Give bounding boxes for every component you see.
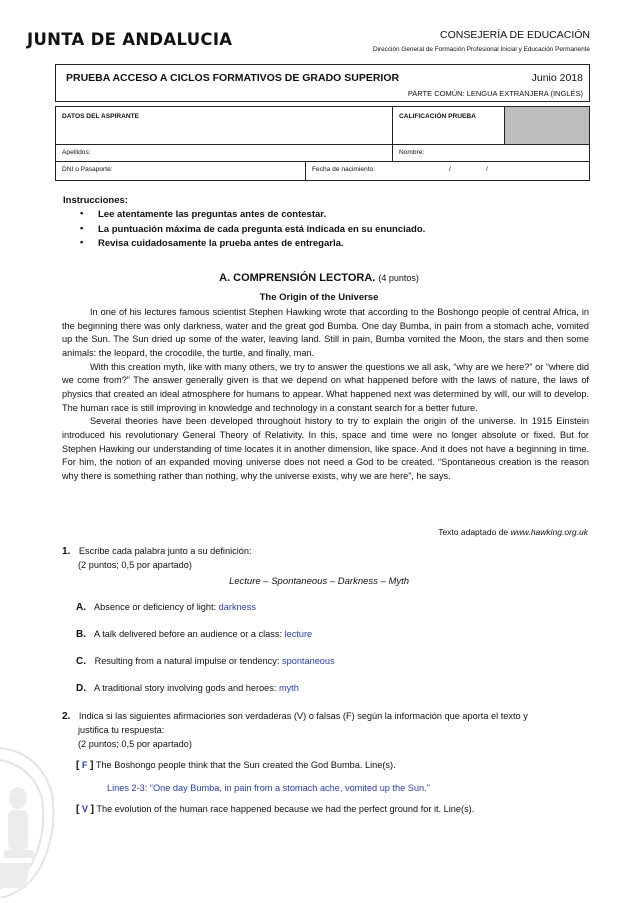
item-text: A talk delivered before an audience or a class: xyxy=(94,629,282,639)
consejeria-label: CONSEJERÍA DE EDUCACIÓN xyxy=(440,29,590,41)
exam-title-box xyxy=(55,64,590,102)
source-link[interactable]: www.hawking.org.uk xyxy=(510,527,588,537)
q1-item-d xyxy=(76,683,299,694)
date-separator: / xyxy=(449,166,451,173)
candidate-data-table xyxy=(55,106,590,181)
name-field[interactable]: Nombre: xyxy=(393,145,589,162)
reading-text xyxy=(62,306,589,484)
list-item: • Lee atentamente las preguntas antes de contestar. xyxy=(80,209,425,224)
reading-title: The Origin of the Universe xyxy=(259,292,379,303)
bracket: ] xyxy=(90,760,94,771)
birthdate-field[interactable] xyxy=(306,162,589,180)
question-prompt-cont: justifica tu respuesta: xyxy=(78,725,165,735)
q1-item-a xyxy=(76,602,256,613)
word-list: Lecture – Spontaneous – Darkness – Myth xyxy=(228,576,410,587)
question-points: (2 puntos; 0,5 por apartado) xyxy=(78,560,192,570)
item-letter: B. xyxy=(76,629,86,640)
q1-item-c xyxy=(76,656,335,667)
bracket: [ xyxy=(76,760,80,771)
grade-cell[interactable] xyxy=(505,107,589,145)
justification-text[interactable]: Lines 2-3: “One day Bumba, in pain from a stomach ache, vomited up the Sun.” xyxy=(107,783,430,793)
question-number: 1. xyxy=(62,546,71,557)
exam-date: Junio 2018 xyxy=(531,72,583,84)
reading-paragraph: With this creation myth, like with many others, we try to answer the questions we all ask, “why are we here?” or “where did we come from?” The answer generally given is that we depend on what happened before with the laws of nature, the laws of physics that created an ideal atmosphere for humans to appear. What happened next was determined by will, our will to develop. The human race is still improving in knowledge and technology in a constant search for a better future. xyxy=(62,361,589,413)
list-item: • Revisa cuidadosamente la prueba antes de entregarla. xyxy=(80,238,425,253)
q1-item-b xyxy=(76,629,312,640)
question-points: (2 puntos; 0,5 por apartado) xyxy=(78,739,192,749)
exam-subtitle: PARTE COMÚN: LENGUA EXTRANJERA (INGLÉS) xyxy=(407,89,583,98)
answer-text[interactable]: lecture xyxy=(284,629,313,639)
answer-text[interactable]: darkness xyxy=(218,602,256,612)
q2-item-1 xyxy=(76,760,396,771)
tf-answer[interactable]: F xyxy=(81,760,88,770)
answer-text[interactable]: myth xyxy=(278,683,299,693)
bracket: [ xyxy=(76,804,80,815)
grade-header: CALIFICACIÓN PRUEBA xyxy=(393,107,505,145)
instructions-list xyxy=(80,209,425,253)
section-title xyxy=(0,272,638,284)
direccion-label: Dirección General de Formación Profesional Inicial y Educación Permanente xyxy=(372,46,590,53)
item-letter: C. xyxy=(76,656,86,667)
item-text: A traditional story involving gods and heroes: xyxy=(94,683,277,693)
question-1 xyxy=(62,545,252,559)
q2-item-2 xyxy=(76,804,474,815)
candidate-data-header: DATOS DEL ASPIRANTE xyxy=(56,107,393,145)
question-2 xyxy=(62,710,590,724)
date-separator: / xyxy=(486,166,488,173)
item-text: Absence or deficiency of light: xyxy=(94,602,217,612)
andalucia-seal-watermark xyxy=(0,738,60,898)
item-text: The Boshongo people think that the Sun created the God Bumba. Line(s). xyxy=(95,760,396,770)
tf-answer[interactable]: V xyxy=(81,804,89,814)
birthdate-label: Fecha de nacimiento: xyxy=(312,166,376,173)
item-text: The evolution of the human race happened because we had the perfect ground for it. Line(s). xyxy=(96,804,475,814)
item-text: Resulting from a natural impulse or tendency: xyxy=(94,656,280,666)
item-letter: A. xyxy=(76,602,86,613)
instructions-heading: Instrucciones: xyxy=(63,195,128,206)
question-prompt: Escribe cada palabra junto a su definición: xyxy=(78,546,252,556)
dni-field[interactable]: DNI o Pasaporte: xyxy=(56,162,306,180)
list-item: • La puntuación máxima de cada pregunta está indicada en su enunciado. xyxy=(80,224,425,239)
surname-field[interactable]: Apellidos: xyxy=(56,145,393,162)
question-number: 2. xyxy=(62,711,71,722)
source-credit xyxy=(438,527,588,537)
section-points: (4 puntos) xyxy=(378,273,419,283)
item-letter: D. xyxy=(76,683,86,694)
section-title-text: A. COMPRENSIÓN LECTORA. xyxy=(219,272,376,284)
junta-logo: JUNTA DE ANDALUCIA xyxy=(27,30,233,49)
reading-paragraph: In one of his lectures famous scientist Stephen Hawking wrote that according to the Boshongo people of central Africa, in the beginning there was only darkness, water and the great god Bumba. One day Bumba, in pain from a stomach ache, vomited up the Sun. The Sun dried up some of the water, leaving land. Still in pain, Bumba vomited the Moon, the stars and then some animals: the leopard, the crocodile, the turtle, and finally, man. xyxy=(62,307,589,358)
source-prefix: Texto adaptado de xyxy=(438,527,509,537)
question-prompt: Indica si las siguientes afirmaciones son verdaderas (V) o falsas (F) según la información que aporta el texto y xyxy=(78,711,528,721)
exam-title: PRUEBA ACCESO A CICLOS FORMATIVOS DE GRADO SUPERIOR xyxy=(66,72,400,84)
bracket: ] xyxy=(90,804,94,815)
answer-text[interactable]: spontaneous xyxy=(282,656,335,666)
reading-paragraph: Several theories have been developed throughout history to try to explain the origin of the universe. In 1915 Einstein introduced his revolutionary General Theory of Relativity. In this, space and time were no longer absolute or fixed. But for Stephen Hawking our understanding of time locates it in another dimension, like space. And it does not have a beginning in time. For him, the notion of an expanded moving universe does not need a God to be created. “Spontaneous creation is the reason why there is something rather than nothing, why the universe exists, why we are here”, he says. xyxy=(62,416,589,481)
